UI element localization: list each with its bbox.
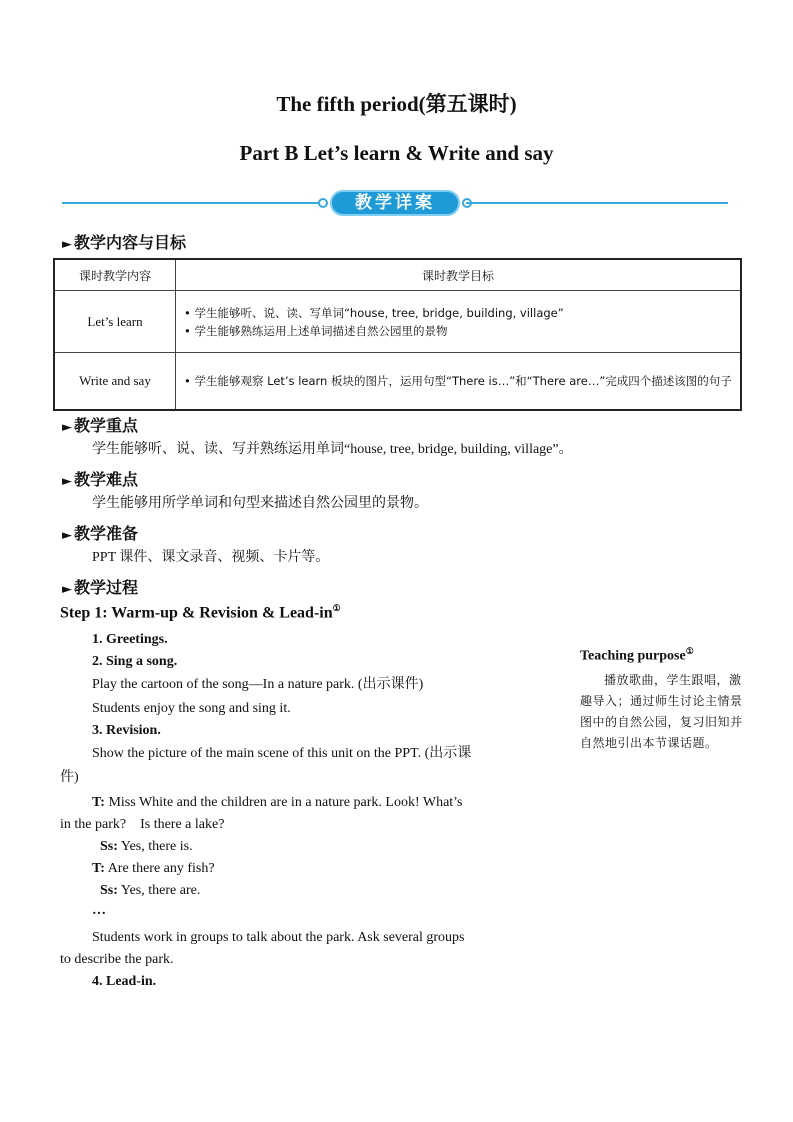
footnote-mark: ① — [332, 603, 341, 613]
item-sing: 2. Sing a song. — [92, 654, 178, 669]
banner-label: 教学详案 — [330, 190, 460, 216]
triangle-icon: ► — [62, 237, 72, 252]
table-cell-goals — [176, 291, 742, 353]
sing-line-1: Play the cartoon of the song—In a nature park. (出示课件) — [92, 677, 424, 692]
sidebar-title: Teaching purpose① — [580, 646, 694, 664]
goals-table — [53, 258, 742, 411]
banner-dot-left-icon — [318, 198, 328, 208]
dialogue-line: in the park? Is there a lake? — [60, 817, 225, 832]
heading-content-goals: ► 教学内容与目标 — [62, 233, 187, 252]
key-points-text: 学生能够听、说、读、写并熟练运用单词“house, tree, bridge, building, village”。 — [92, 442, 573, 457]
table-cell-content: Write and say — [54, 353, 176, 411]
heading-difficulties: ► 教学难点 — [62, 470, 139, 489]
step1-title: Step 1: Warm-up & Revision & Lead-in① — [60, 603, 341, 622]
triangle-icon: ► — [62, 528, 72, 543]
banner-line-left — [62, 202, 324, 204]
table-header-goals: 课时教学目标 — [176, 259, 742, 291]
preparation-text: PPT 课件、课文录音、视频、卡片等。 — [92, 550, 330, 565]
page-subtitle: Part B Let’s learn & Write and say — [239, 141, 554, 165]
triangle-icon: ► — [62, 420, 72, 435]
table-header-content: 课时教学内容 — [54, 259, 176, 291]
item-leadin: 4. Lead-in. — [92, 974, 157, 989]
goal-item: • 学生能够观察 Let’s learn 板块的图片，运用句型“There is…”和“There are…”完成四个描述该图的句子 — [184, 374, 732, 388]
item-revision: 3. Revision. — [92, 723, 161, 738]
ellipsis: … — [92, 903, 106, 918]
sing-line-2: Students enjoy the song and sing it. — [92, 701, 291, 716]
group-line-1: Students work in groups to talk about the park. Ask several groups — [92, 930, 465, 945]
footnote-mark: ① — [685, 646, 694, 656]
table-cell-goals — [176, 353, 742, 411]
table-header-row — [54, 259, 741, 291]
triangle-icon: ► — [62, 474, 72, 489]
page-title: The fifth period(第五课时) — [276, 92, 517, 116]
revision-line-1: Show the picture of the main scene of this unit on the PPT. (出示课 — [92, 746, 472, 761]
sidebar-text: 播放歌曲，学生跟唱，激趣导入；通过师生讨论主情景图中的自然公园，复习旧知并自然地引出本节课话题。 — [580, 673, 743, 750]
difficulties-text: 学生能够用所学单词和句型来描述自然公园里的景物。 — [92, 496, 428, 511]
heading-preparation: ► 教学准备 — [62, 524, 139, 543]
dialogue-line: T: Are there any fish? — [92, 861, 215, 876]
triangle-icon: ► — [62, 582, 72, 597]
section-banner — [62, 189, 728, 219]
goal-item: • 学生能够熟练运用上述单词描述自然公园里的景物 — [184, 323, 448, 338]
item-greetings: 1. Greetings. — [92, 632, 168, 647]
group-line-2: to describe the park. — [60, 952, 174, 967]
table-row — [54, 291, 741, 353]
dialogue-line: Ss: Yes, there is. — [100, 839, 193, 854]
goal-item: • 学生能够听、说、读、写单词“house, tree, bridge, building, village” — [184, 305, 564, 320]
dialogue-line: Ss: Yes, there are. — [100, 883, 201, 898]
banner-line-right — [466, 202, 728, 204]
dialogue-line: T: Miss White and the children are in a nature park. Look! What’s — [92, 795, 463, 810]
heading-key-points: ► 教学重点 — [62, 416, 139, 435]
table-cell-content: Let’s learn — [54, 291, 176, 353]
table-row — [54, 353, 741, 411]
heading-process: ► 教学过程 — [62, 578, 139, 597]
revision-line-2: 件) — [60, 770, 79, 785]
